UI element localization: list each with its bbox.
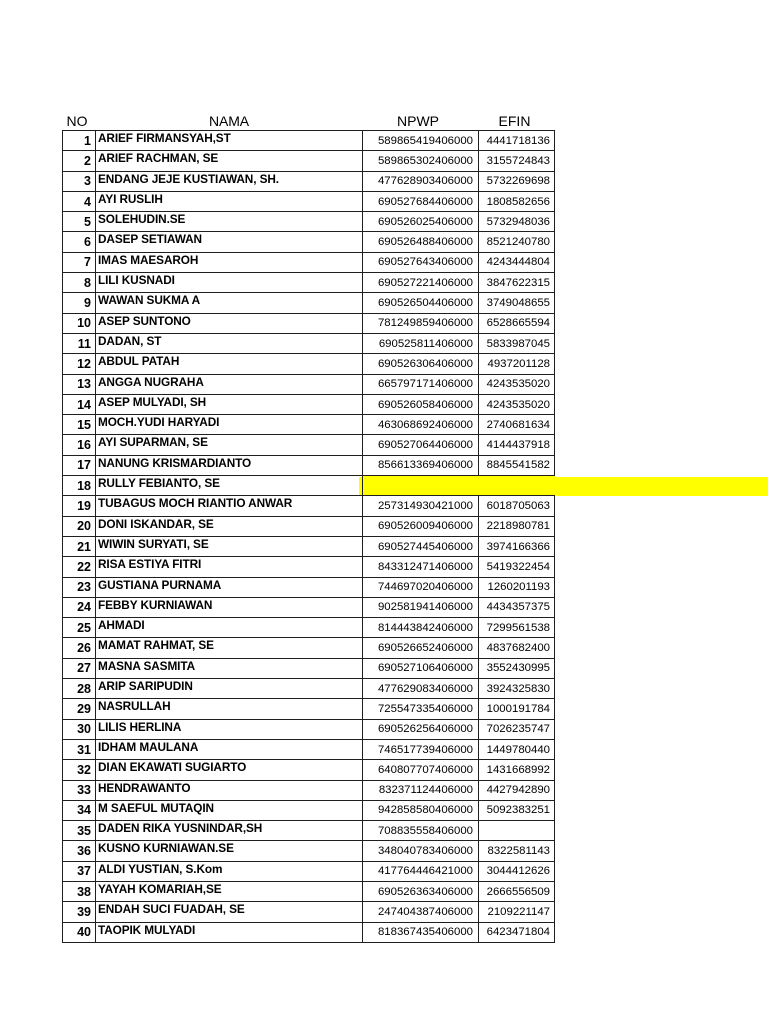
header-npwp: NPWP [397, 113, 439, 129]
row-efin[interactable]: 8521240780 [479, 232, 555, 252]
row-nama[interactable]: ENDAH SUCI FUADAH, SE [96, 902, 363, 922]
row-no[interactable]: 3 [63, 171, 96, 191]
header-efin: EFIN [498, 113, 531, 129]
row-nama[interactable]: ARIEF RACHMAN, SE [96, 151, 363, 171]
row-nama[interactable]: MASNA SASMITA [96, 658, 363, 678]
row-npwp[interactable]: 781249859406000 [363, 313, 479, 333]
table-row [63, 821, 555, 841]
table-row [63, 232, 555, 252]
row-npwp[interactable]: 832371124406000 [363, 780, 479, 800]
row-efin[interactable]: 5732269698 [479, 171, 555, 191]
row-nama[interactable]: IDHAM MAULANA [96, 739, 363, 759]
row-no[interactable]: 15 [63, 415, 96, 435]
table-row [63, 902, 555, 922]
row-efin[interactable]: 3155724843 [479, 151, 555, 171]
row-efin[interactable]: 4837682400 [479, 638, 555, 658]
row-efin[interactable]: 3974166366 [479, 536, 555, 556]
row-efin[interactable] [479, 476, 555, 496]
row-no[interactable]: 14 [63, 394, 96, 414]
row-npwp[interactable]: 744697020406000 [363, 577, 479, 597]
row-nama[interactable]: DADEN RIKA YUSNINDAR,SH [96, 821, 363, 841]
row-nama[interactable]: ANGGA NUGRAHA [96, 374, 363, 394]
row-efin[interactable]: 5092383251 [479, 800, 555, 820]
table-row [63, 658, 555, 678]
row-no[interactable]: 29 [63, 699, 96, 719]
row-efin[interactable]: 4441718136 [479, 131, 555, 151]
row-efin[interactable]: 6528665594 [479, 313, 555, 333]
row-nama[interactable]: AYI RUSLIH [96, 191, 363, 211]
row-nama[interactable]: ABDUL PATAH [96, 354, 363, 374]
row-nama[interactable]: WAWAN SUKMA A [96, 293, 363, 313]
row-npwp[interactable]: 690526306406000 [363, 354, 479, 374]
row-nama[interactable]: SOLEHUDIN.SE [96, 212, 363, 232]
table-row [63, 739, 555, 759]
row-efin[interactable]: 1808582656 [479, 191, 555, 211]
row-npwp[interactable]: 477628903406000 [363, 171, 479, 191]
table-row [63, 374, 555, 394]
row-nama[interactable]: MOCH.YUDI HARYADI [96, 415, 363, 435]
table-row [63, 800, 555, 820]
row-efin[interactable]: 5732948036 [479, 212, 555, 232]
row-no[interactable]: 20 [63, 516, 96, 536]
row-no[interactable]: 34 [63, 800, 96, 820]
header-no: NO [66, 113, 88, 129]
row-no[interactable]: 31 [63, 739, 96, 759]
row-efin[interactable]: 1000191784 [479, 699, 555, 719]
row-efin[interactable]: 2666556509 [479, 881, 555, 901]
row-efin[interactable]: 2109221147 [479, 902, 555, 922]
row-no[interactable]: 37 [63, 861, 96, 881]
row-no[interactable]: 25 [63, 618, 96, 638]
row-npwp[interactable]: 746517739406000 [363, 739, 479, 759]
table-row [63, 496, 555, 516]
row-efin[interactable]: 3847622315 [479, 273, 555, 293]
row-efin[interactable]: 4144437918 [479, 435, 555, 455]
row-no[interactable]: 21 [63, 536, 96, 556]
row-no[interactable]: 24 [63, 597, 96, 617]
row-nama[interactable]: MAMAT RAHMAT, SE [96, 638, 363, 658]
row-npwp[interactable]: 463068692406000 [363, 415, 479, 435]
row-nama[interactable]: YAYAH KOMARIAH,SE [96, 881, 363, 901]
row-nama[interactable]: LILIS HERLINA [96, 719, 363, 739]
row-no[interactable]: 13 [63, 374, 96, 394]
row-no[interactable]: 17 [63, 455, 96, 475]
table-row [63, 780, 555, 800]
table-row [63, 699, 555, 719]
row-npwp[interactable]: 690526504406000 [363, 293, 479, 313]
row-no[interactable]: 22 [63, 557, 96, 577]
row-nama[interactable]: RULLY FEBIANTO, SE [96, 476, 363, 496]
table-row [63, 131, 555, 151]
row-no[interactable]: 12 [63, 354, 96, 374]
row-nama[interactable]: DADAN, ST [96, 333, 363, 353]
table-row [63, 638, 555, 658]
row-no[interactable]: 38 [63, 881, 96, 901]
row-nama[interactable]: IMAS MAESAROH [96, 252, 363, 272]
row-npwp[interactable]: 690526009406000 [363, 516, 479, 536]
row-efin[interactable]: 6423471804 [479, 922, 555, 942]
row-efin[interactable]: 6018705063 [479, 496, 555, 516]
row-npwp[interactable]: 690527643406000 [363, 252, 479, 272]
table-row [63, 394, 555, 414]
row-nama[interactable]: KUSNO KURNIAWAN.SE [96, 841, 363, 861]
table-row [63, 252, 555, 272]
row-npwp[interactable]: 690526363406000 [363, 881, 479, 901]
row-nama[interactable]: TUBAGUS MOCH RIANTIO ANWAR [96, 496, 363, 516]
row-efin[interactable]: 8322581143 [479, 841, 555, 861]
row-npwp[interactable]: 690525811406000 [363, 333, 479, 353]
row-efin[interactable]: 1449780440 [479, 739, 555, 759]
row-nama[interactable]: ARIP SARIPUDIN [96, 679, 363, 699]
table-row [63, 841, 555, 861]
row-no[interactable]: 5 [63, 212, 96, 232]
row-nama[interactable]: ASEP SUNTONO [96, 313, 363, 333]
row-efin[interactable]: 4937201128 [479, 354, 555, 374]
row-efin[interactable]: 4243535020 [479, 394, 555, 414]
row-efin[interactable]: 4243535020 [479, 374, 555, 394]
row-nama[interactable]: GUSTIANA PURNAMA [96, 577, 363, 597]
row-nama[interactable]: DIAN EKAWATI SUGIARTO [96, 760, 363, 780]
table-row [63, 679, 555, 699]
row-no[interactable]: 26 [63, 638, 96, 658]
table-row [63, 476, 555, 496]
row-efin[interactable]: 2218980781 [479, 516, 555, 536]
table-row [63, 719, 555, 739]
table-row [63, 354, 555, 374]
row-npwp[interactable]: 843312471406000 [363, 557, 479, 577]
table-row [63, 861, 555, 881]
row-efin[interactable] [479, 821, 555, 841]
row-efin[interactable]: 3552430995 [479, 658, 555, 678]
table-row [63, 760, 555, 780]
table-row [63, 313, 555, 333]
row-nama[interactable]: ENDANG JEJE KUSTIAWAN, SH. [96, 171, 363, 191]
row-npwp[interactable] [363, 476, 479, 496]
row-no[interactable]: 33 [63, 780, 96, 800]
row-no[interactable]: 39 [63, 902, 96, 922]
header-row [63, 110, 555, 131]
table-row [63, 455, 555, 475]
row-no[interactable]: 19 [63, 496, 96, 516]
row-npwp[interactable]: 690527684406000 [363, 191, 479, 211]
row-no[interactable]: 35 [63, 821, 96, 841]
row-no[interactable]: 23 [63, 577, 96, 597]
table-row [63, 435, 555, 455]
row-nama[interactable]: NANUNG KRISMARDIANTO [96, 455, 363, 475]
header-nama: NAMA [208, 113, 250, 129]
table-row [63, 618, 555, 638]
row-npwp[interactable]: 856613369406000 [363, 455, 479, 475]
row-nama[interactable]: ASEP MULYADI, SH [96, 394, 363, 414]
row-nama[interactable]: LILI KUSNADI [96, 273, 363, 293]
row-npwp[interactable]: 348040783406000 [363, 841, 479, 861]
row-nama[interactable]: ALDI YUSTIAN, S.Kom [96, 861, 363, 881]
row-npwp[interactable]: 417764446421000 [363, 861, 479, 881]
row-no[interactable]: 36 [63, 841, 96, 861]
row-no[interactable]: 11 [63, 333, 96, 353]
row-npwp[interactable]: 690526058406000 [363, 394, 479, 414]
row-no[interactable]: 28 [63, 679, 96, 699]
table-row [63, 597, 555, 617]
table-row [63, 536, 555, 556]
row-npwp[interactable]: 589865419406000 [363, 131, 479, 151]
spreadsheet [62, 110, 555, 943]
row-efin[interactable]: 3044412626 [479, 861, 555, 881]
row-efin[interactable]: 7299561538 [479, 618, 555, 638]
row-nama[interactable]: RISA ESTIYA FITRI [96, 557, 363, 577]
row-npwp[interactable]: 690527445406000 [363, 536, 479, 556]
row-no[interactable]: 9 [63, 293, 96, 313]
table-row [63, 881, 555, 901]
row-npwp[interactable]: 942858580406000 [363, 800, 479, 820]
row-nama[interactable]: AHMADI [96, 618, 363, 638]
table-row [63, 191, 555, 211]
row-nama[interactable]: ARIEF FIRMANSYAH,ST [96, 131, 363, 151]
row-no[interactable]: 2 [63, 151, 96, 171]
row-npwp[interactable]: 725547335406000 [363, 699, 479, 719]
table-row [63, 415, 555, 435]
row-npwp[interactable]: 690527064406000 [363, 435, 479, 455]
row-efin[interactable]: 1260201193 [479, 577, 555, 597]
row-efin[interactable]: 1431668992 [479, 760, 555, 780]
row-npwp[interactable]: 690527106406000 [363, 658, 479, 678]
row-no[interactable]: 27 [63, 658, 96, 678]
row-npwp[interactable]: 589865302406000 [363, 151, 479, 171]
row-no[interactable]: 32 [63, 760, 96, 780]
row-npwp[interactable]: 247404387406000 [363, 902, 479, 922]
row-no[interactable]: 4 [63, 191, 96, 211]
row-npwp[interactable]: 665797171406000 [363, 374, 479, 394]
table-row [63, 557, 555, 577]
row-no[interactable]: 16 [63, 435, 96, 455]
table-row [63, 151, 555, 171]
row-efin[interactable]: 4434357375 [479, 597, 555, 617]
row-nama[interactable]: AYI SUPARMAN, SE [96, 435, 363, 455]
row-no[interactable]: 1 [63, 131, 96, 151]
row-npwp[interactable]: 257314930421000 [363, 496, 479, 516]
row-npwp[interactable]: 708835558406000 [363, 821, 479, 841]
row-no[interactable]: 30 [63, 719, 96, 739]
row-npwp[interactable]: 690527221406000 [363, 273, 479, 293]
row-nama[interactable]: NASRULLAH [96, 699, 363, 719]
row-npwp[interactable]: 640807707406000 [363, 760, 479, 780]
row-nama[interactable]: FEBBY KURNIAWAN [96, 597, 363, 617]
table-row [63, 333, 555, 353]
row-nama[interactable]: DONI ISKANDAR, SE [96, 516, 363, 536]
row-efin[interactable]: 7026235747 [479, 719, 555, 739]
row-npwp[interactable]: 690526652406000 [363, 638, 479, 658]
row-npwp[interactable]: 690526256406000 [363, 719, 479, 739]
row-efin[interactable]: 5419322454 [479, 557, 555, 577]
row-efin[interactable]: 4427942890 [479, 780, 555, 800]
row-no[interactable]: 10 [63, 313, 96, 333]
row-npwp[interactable]: 477629083406000 [363, 679, 479, 699]
row-npwp[interactable]: 814443842406000 [363, 618, 479, 638]
row-nama[interactable]: M SAEFUL MUTAQIN [96, 800, 363, 820]
table-row [63, 212, 555, 232]
row-efin[interactable]: 2740681634 [479, 415, 555, 435]
row-no[interactable]: 8 [63, 273, 96, 293]
row-nama[interactable]: HENDRAWANTO [96, 780, 363, 800]
table-row [63, 273, 555, 293]
table-row [63, 577, 555, 597]
row-no[interactable]: 18 [63, 476, 96, 496]
row-efin[interactable]: 4243444804 [479, 252, 555, 272]
row-efin[interactable]: 5833987045 [479, 333, 555, 353]
row-nama[interactable]: WIWIN SURYATI, SE [96, 536, 363, 556]
npwp-efin-table [62, 110, 555, 943]
table-row [63, 293, 555, 313]
row-efin[interactable]: 3749048655 [479, 293, 555, 313]
row-npwp[interactable]: 690526488406000 [363, 232, 479, 252]
row-npwp[interactable]: 902581941406000 [363, 597, 479, 617]
row-efin[interactable]: 3924325830 [479, 679, 555, 699]
table-row [63, 171, 555, 191]
row-nama[interactable]: TAOPIK MULYADI [96, 922, 363, 942]
row-npwp[interactable]: 818367435406000 [363, 922, 479, 942]
row-efin[interactable]: 8845541582 [479, 455, 555, 475]
table-row [63, 922, 555, 942]
row-npwp[interactable]: 690526025406000 [363, 212, 479, 232]
row-no[interactable]: 7 [63, 252, 96, 272]
table-row [63, 516, 555, 536]
row-no[interactable]: 40 [63, 922, 96, 942]
row-nama[interactable]: DASEP SETIAWAN [96, 232, 363, 252]
row-no[interactable]: 6 [63, 232, 96, 252]
